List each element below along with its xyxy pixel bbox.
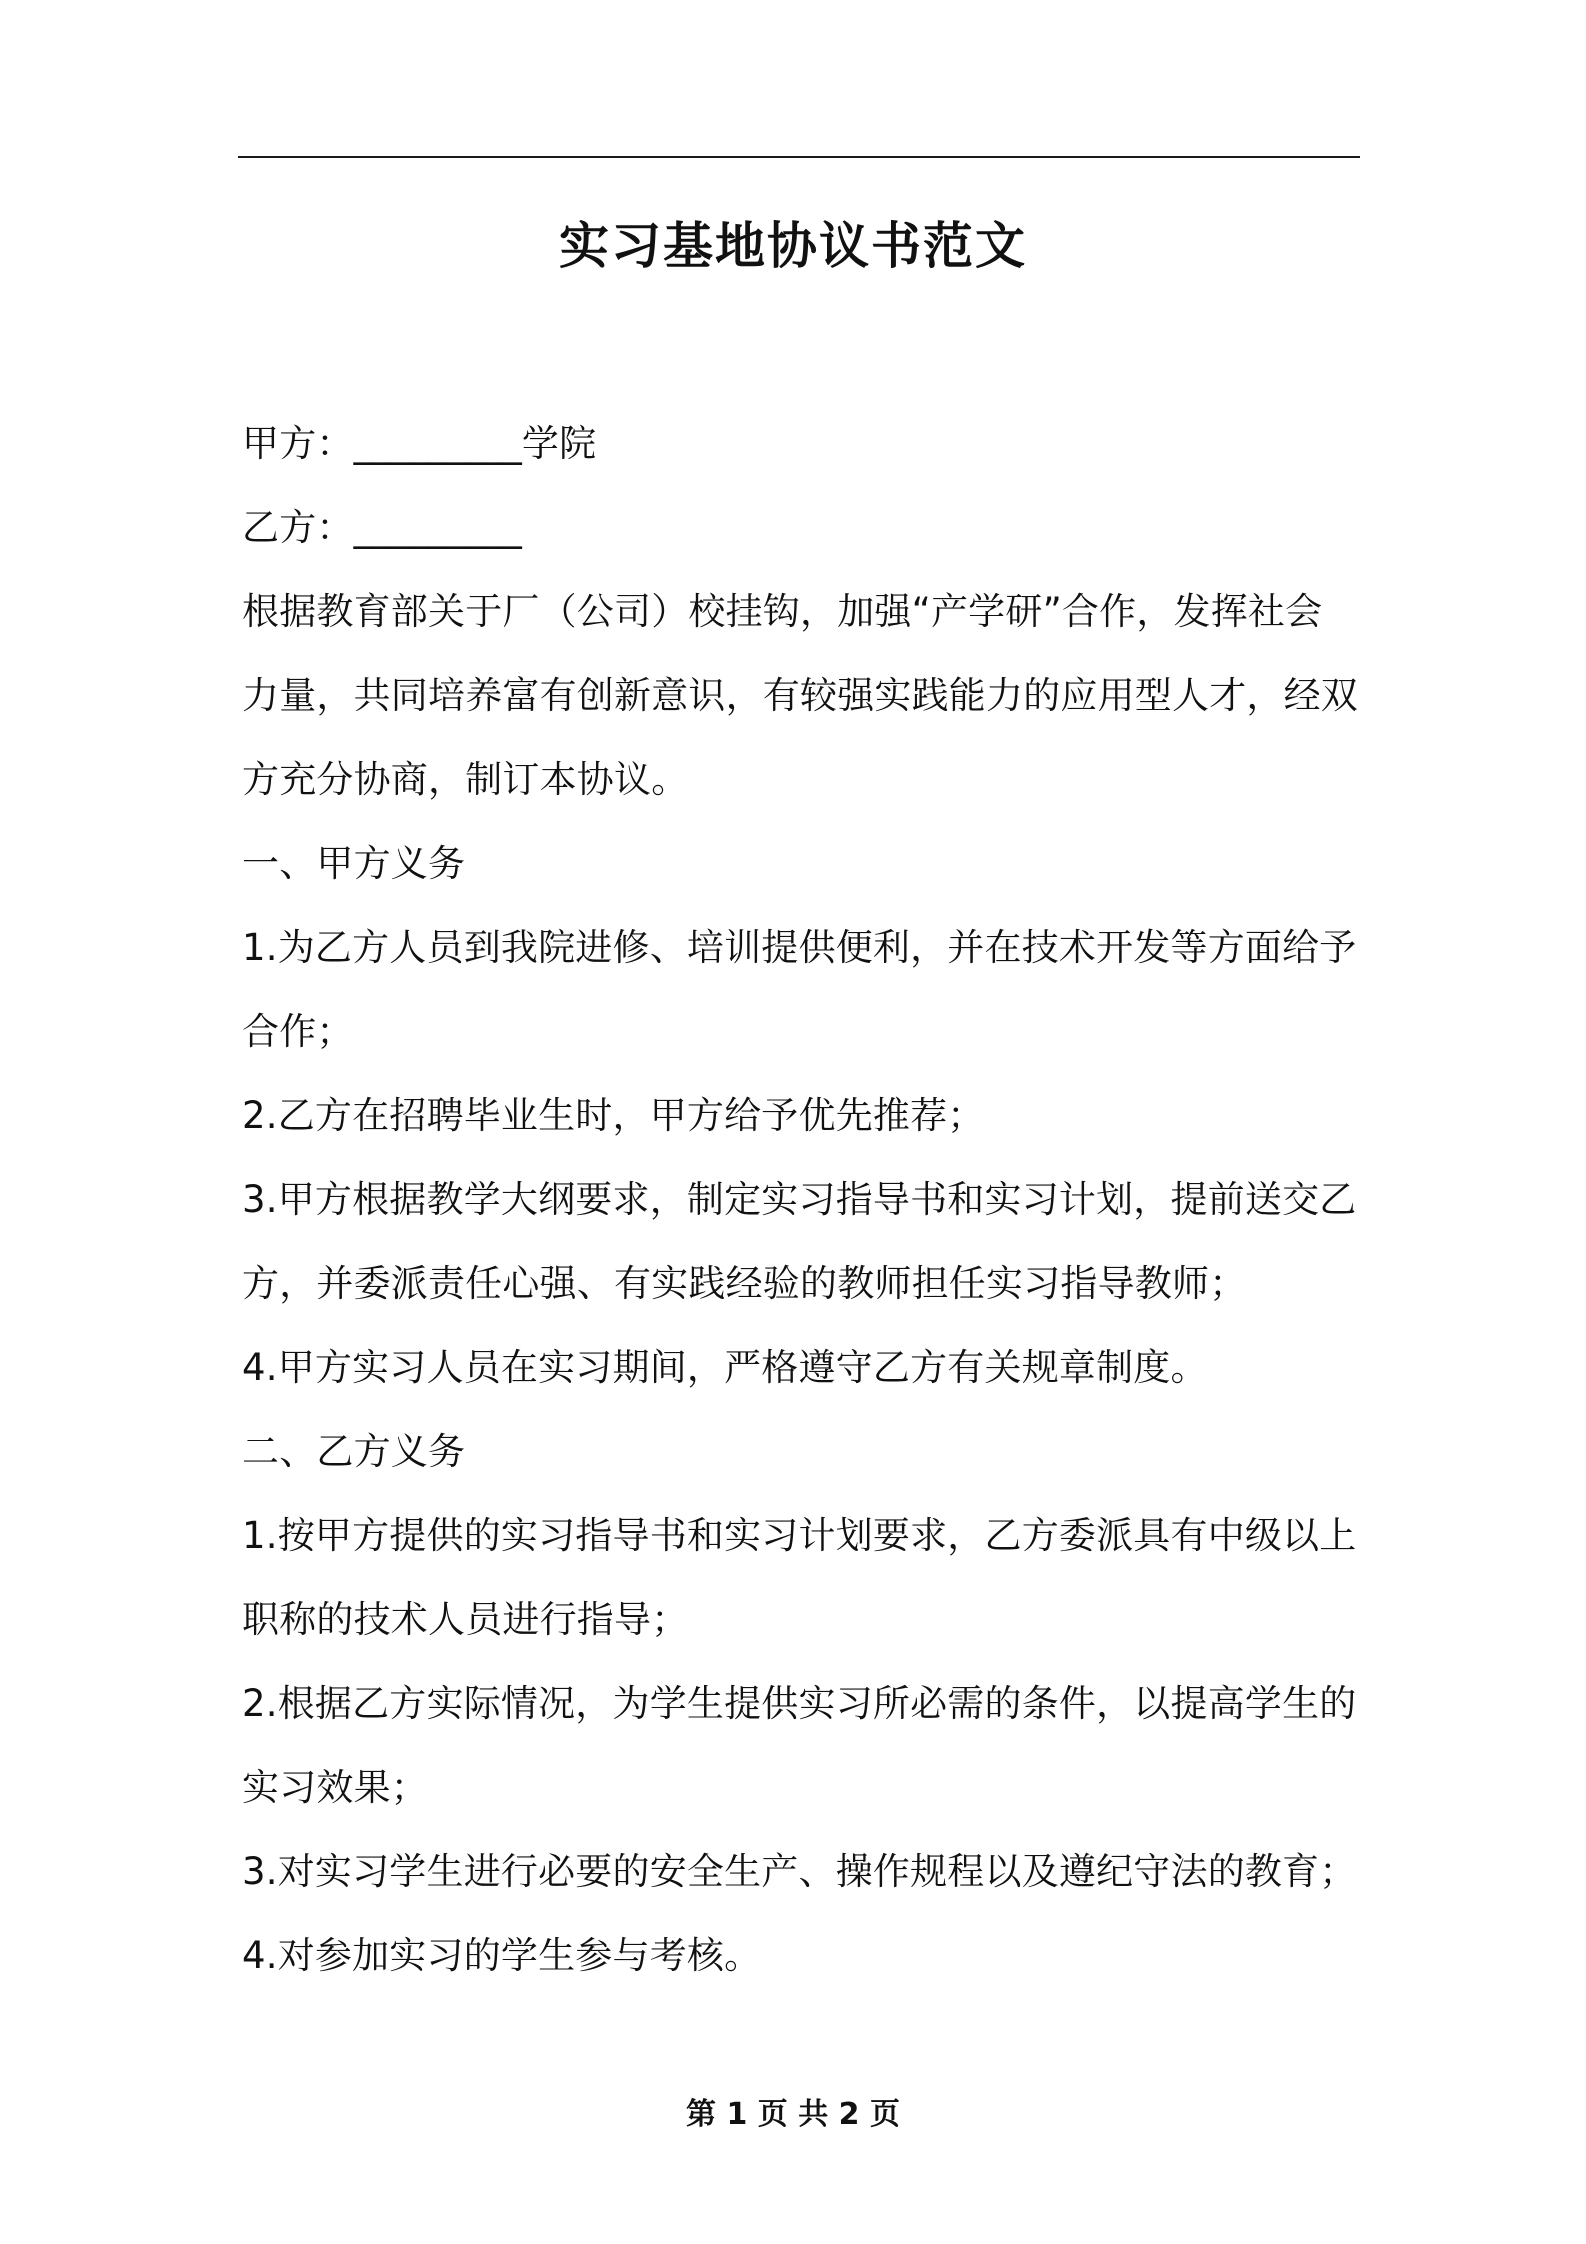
clause-line: 4.甲方实习人员在实习期间，严格遵守乙方有关规章制度。 [242, 1346, 1208, 1389]
header-rule [238, 156, 1360, 158]
clause-line: 4.对参加实习的学生参与考核。 [242, 1934, 762, 1977]
clause-line: 职称的技术人员进行指导； [242, 1598, 689, 1641]
preamble-line: 力量，共同培养富有创新意识，有较强实践能力的应用型人才，经双 [242, 674, 1358, 717]
clause-line: 1.按甲方提供的实习指导书和实习计划要求，乙方委派具有中级以上 [242, 1514, 1357, 1557]
preamble-line: 根据教育部关于厂（公司）校挂钩，加强“产学研”合作，发挥社会 [242, 590, 1323, 633]
section-heading: 一、甲方义务 [242, 842, 466, 885]
document-title: 实习基地协议书范文 [559, 217, 1027, 275]
preamble-line: 方充分协商，制订本协议。 [242, 758, 689, 801]
clause-line: 3.对实习学生进行必要的安全生产、操作规程以及遵纪守法的教育； [242, 1850, 1357, 1893]
party-a-line: 甲方：_________学院 [242, 422, 597, 465]
clause-line: 2.乙方在招聘毕业生时，甲方给予优先推荐； [242, 1094, 985, 1137]
document-body [242, 402, 1367, 1998]
section-heading: 二、乙方义务 [242, 1430, 466, 1473]
clause-line: 方，并委派责任心强、有实践经验的教师担任实习指导教师； [242, 1262, 1247, 1305]
clause-line: 2.根据乙方实际情况，为学生提供实习所必需的条件，以提高学生的 [242, 1682, 1357, 1725]
clause-line: 合作； [242, 1010, 354, 1053]
page-number-footer: 第 1 页 共 2 页 [686, 2097, 900, 2132]
clause-line: 3.甲方根据教学大纲要求，制定实习指导书和实习计划，提前送交乙 [242, 1178, 1357, 1221]
clause-line: 实习效果； [242, 1766, 428, 1809]
party-b-line: 乙方：_________ [242, 506, 522, 549]
clause-line: 1.为乙方人员到我院进修、培训提供便利，并在技术开发等方面给予 [242, 926, 1357, 969]
